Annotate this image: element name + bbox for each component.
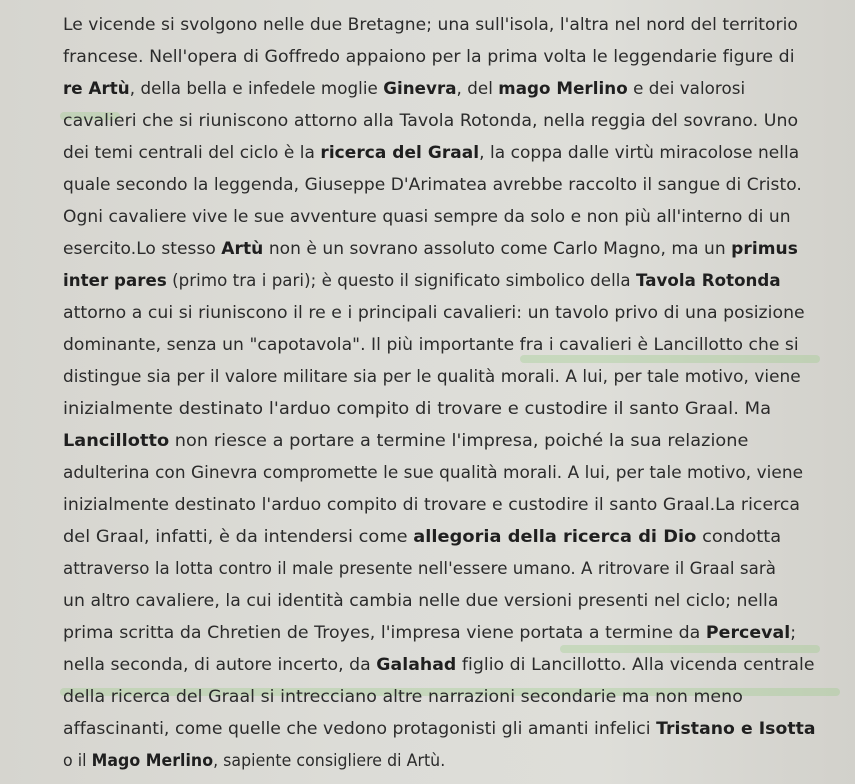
text-run: quale secondo la leggenda, Giuseppe D'Arimatea avrebbe raccolto il sangue di Cristo. [63, 175, 802, 195]
text-line [63, 750, 445, 772]
text-line [63, 110, 798, 132]
text-line [63, 430, 748, 452]
bold-term: ricerca del Graal [320, 143, 480, 163]
text-run: prima scritta da Chretien de Troyes, l'impresa viene portata a termine da [63, 623, 706, 643]
text-run: cavalieri che si riuniscono attorno alla Tavola Rotonda, nella reggia del sovrano. Uno [63, 111, 799, 131]
text-run: distingue sia per il valore militare sia per le qualità morali. A lui, per tale motivo, viene [63, 367, 801, 387]
text-line [63, 238, 798, 260]
text-run: ; [790, 623, 797, 643]
text-run: attorno a cui si riuniscono il re e i principali cavalieri: un tavolo privo di una posizione [63, 303, 805, 323]
bold-term: Galahad [376, 655, 457, 675]
bold-term: Perceval [705, 623, 791, 643]
text-line [63, 622, 796, 644]
bold-term: Artù [221, 239, 264, 259]
text-run: dominante, senza un "capotavola". Il più importante fra i cavalieri è Lancillotto che si [63, 335, 799, 355]
text-run: Le vicende si svolgono nelle due Bretagne; una sull'isola, l'altra nel nord del territorio [63, 15, 798, 35]
bold-term: Ginevra [383, 79, 457, 99]
text-line [63, 558, 776, 580]
text-line [63, 14, 798, 36]
bold-term: primus [731, 239, 798, 259]
bold-term: allegoria della ricerca di Dio [413, 527, 697, 547]
text-run: Ogni cavaliere vive le sue avventure quasi sempre da solo e non più all'interno di un [63, 207, 791, 227]
bold-term: Mago Merlino [91, 751, 214, 771]
text-run: (primo tra i pari); è questo il significato simbolico della [166, 271, 636, 291]
bold-term: Tristano e Isotta [656, 719, 816, 739]
text-run: affascinanti, come quelle che vedono protagonisti gli amanti infelici [63, 719, 657, 739]
text-run: inizialmente destinato l'arduo compito di trovare e custodire il santo Graal. Ma [63, 399, 772, 419]
bold-term: re Artù [63, 79, 130, 99]
text-run: adulterina con Ginevra compromette le sue qualità morali. A lui, per tale motivo, viene [63, 463, 804, 483]
bold-term: inter pares [63, 271, 167, 291]
highlight-mark [520, 355, 820, 363]
bold-term: Tavola Rotonda [635, 271, 781, 291]
text-run: condotta [696, 527, 782, 547]
text-run: , della bella e infedele moglie [129, 79, 384, 99]
text-line [63, 366, 801, 388]
text-line [63, 206, 791, 228]
text-run: , del [456, 79, 499, 99]
text-run: attraverso la lotta contro il male presente nell'essere umano. A ritrovare il Graal sarà [63, 559, 776, 579]
text-run: o il [63, 751, 92, 771]
text-line [63, 398, 771, 420]
text-line [63, 302, 805, 324]
text-run: del Graal, infatti, è da intendersi come [63, 527, 414, 547]
text-run: non è un sovrano assoluto come Carlo Magno, ma un [263, 239, 732, 259]
text-line [63, 526, 781, 548]
text-run: e dei valorosi [627, 79, 746, 99]
text-line [63, 494, 800, 516]
text-line [63, 462, 803, 484]
text-run: francese. Nell'opera di Goffredo appaiono per la prima volta le leggendarie figure di [63, 47, 795, 67]
text-line [63, 718, 816, 740]
text-run: , sapiente consigliere di Artù. [213, 751, 446, 771]
text-line [63, 686, 743, 708]
text-run: non riesce a portare a termine l'impresa, poiché la sua relazione [169, 431, 749, 451]
bold-term: mago Merlino [498, 79, 628, 99]
text-line [63, 270, 781, 292]
text-run: dei temi centrali del ciclo è la [63, 143, 321, 163]
text-line [63, 334, 799, 356]
text-run: figlio di Lancillotto. Alla vicenda centrale [456, 655, 815, 675]
text-run: , la coppa dalle virtù miracolose nella [479, 143, 800, 163]
text-run: un altro cavaliere, la cui identità cambia nelle due versioni presenti nel ciclo; nella [63, 591, 779, 611]
text-line [63, 654, 815, 676]
text-run: esercito.Lo stesso [63, 239, 222, 259]
text-line [63, 78, 745, 100]
text-run: della ricerca del Graal si intrecciano altre narrazioni secondarie ma non meno [63, 687, 743, 707]
highlight-mark [560, 645, 820, 653]
text-line [63, 142, 799, 164]
text-run: inizialmente destinato l'arduo compito di trovare e custodire il santo Graal.La ricerca [63, 495, 801, 515]
text-run: nella seconda, di autore incerto, da [63, 655, 377, 675]
text-line [63, 590, 778, 612]
text-line [63, 46, 795, 68]
bold-term: Lancillotto [63, 431, 170, 451]
text-line [63, 174, 802, 196]
